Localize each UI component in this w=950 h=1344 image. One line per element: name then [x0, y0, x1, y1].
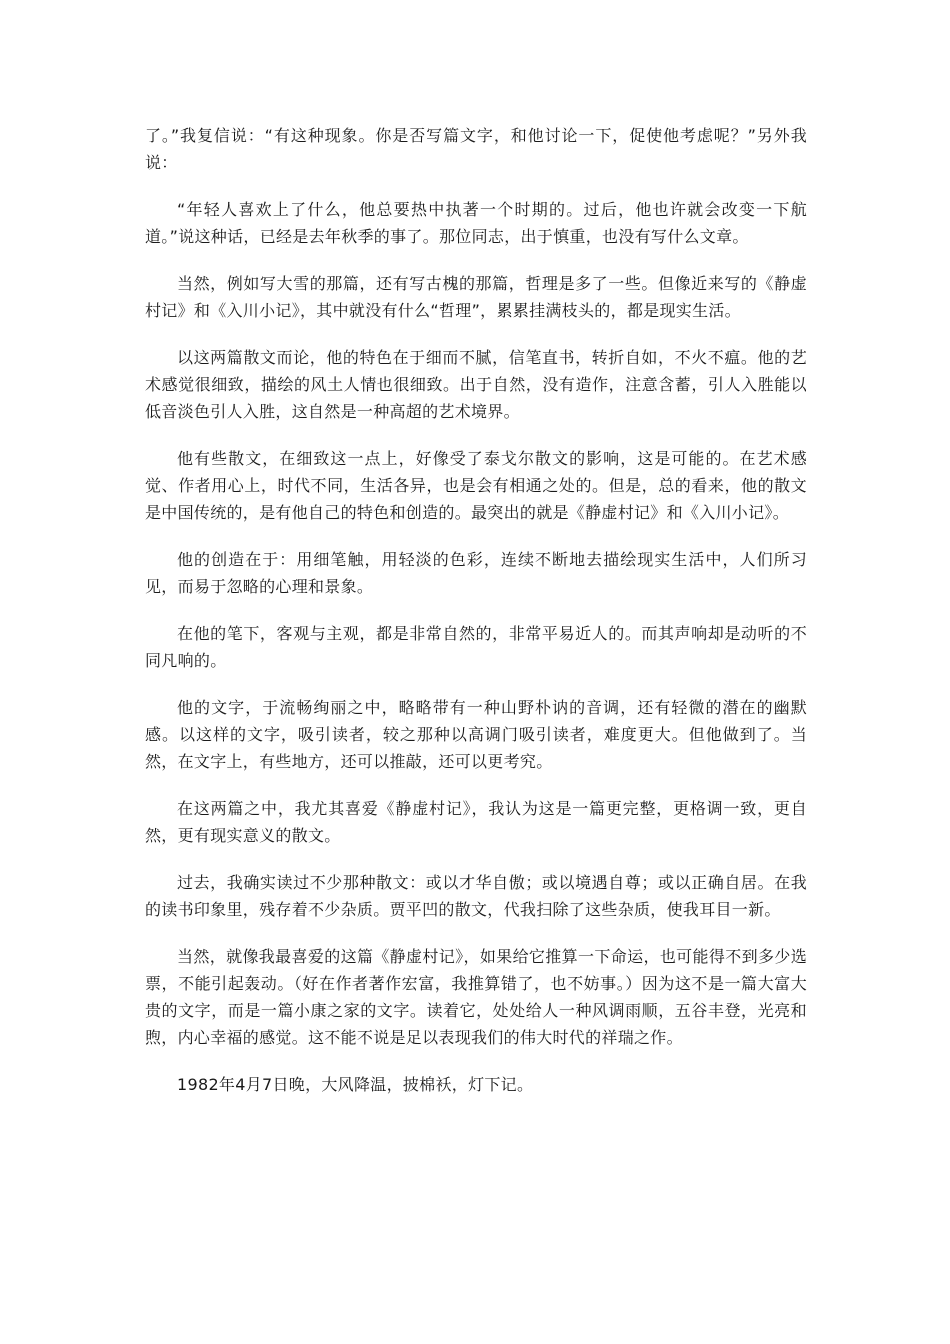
- paragraph: 他的文字，于流畅绚丽之中，略略带有一种山野朴讷的音调，还有轻微的潜在的幽默感。以这样的文字，吸引读者，较之那种以高调门吸引读者，难度更大。但他做到了。当然，在文字上，有些地方，还可以推敲，还可以更考究。: [145, 698, 807, 771]
- date-signature: 1982年4月7日晚，大风降温，披棉袄，灯下记。: [177, 1075, 534, 1094]
- paragraph: 以这两篇散文而论，他的特色在于细而不腻，信笔直书，转折自如，不火不瘟。他的艺术感觉很细致，描绘的风土人情也很细致。出于自然，没有造作，注意含蓄，引人入胜能以低音淡色引人入胜，这自然是一种高超的艺术境界。: [145, 348, 807, 421]
- paragraph: 过去，我确实读过不少那种散文：或以才华自傲；或以境遇自尊；或以正确自居。在我的读书印象里，残存着不少杂质。贾平凹的散文，代我扫除了这些杂质，使我耳目一新。: [145, 873, 807, 919]
- paragraph: 他的创造在于：用细笔触，用轻淡的色彩，连续不断地去描绘现实生活中，人们所习见，而易于忽略的心理和景象。: [145, 550, 807, 596]
- paragraph: 在他的笔下，客观与主观，都是非常自然的，非常平易近人的。而其声响却是动听的不同凡响的。: [145, 624, 807, 670]
- document-body: [145, 122, 807, 1118]
- paragraph: 当然，例如写大雪的那篇，还有写古槐的那篇，哲理是多了一些。但像近来写的《静虚村记》和《入川小记》，其中就没有什么“哲理”，累累挂满枝头的，都是现实生活。: [145, 274, 807, 320]
- paragraph: “年轻人喜欢上了什么，他总要热中执著一个时期的。过后，他也许就会改变一下航道。”说这种话，已经是去年秋季的事了。那位同志，出于慎重，也没有写什么文章。: [145, 200, 807, 246]
- paragraph: 了。”我复信说：“有这种现象。你是否写篇文字，和他讨论一下，促使他考虑呢？”另外我说：: [145, 126, 807, 172]
- paragraph: 在这两篇之中，我尤其喜爱《静虚村记》，我认为这是一篇更完整，更格调一致，更自然，更有现实意义的散文。: [145, 799, 807, 845]
- paragraph: 当然，就像我最喜爱的这篇《静虚村记》，如果给它推算一下命运，也可能得不到多少选票，不能引起轰动。（好在作者著作宏富，我推算错了，也不妨事。）因为这不是一篇大富大贵的文字，而是一篇小康之家的文字。读着它，处处给人一种风调雨顺，五谷丰登，光亮和煦，内心幸福的感觉。这不能不说是足以表现我们的伟大时代的祥瑞之作。: [145, 947, 807, 1047]
- paragraph: 他有些散文，在细致这一点上，好像受了泰戈尔散文的影响，这是可能的。在艺术感觉、作者用心上，时代不同，生活各异，也是会有相通之处的。但是，总的看来，他的散文是中国传统的，是有他自己的特色和创造的。最突出的就是《静虚村记》和《入川小记》。: [145, 449, 807, 522]
